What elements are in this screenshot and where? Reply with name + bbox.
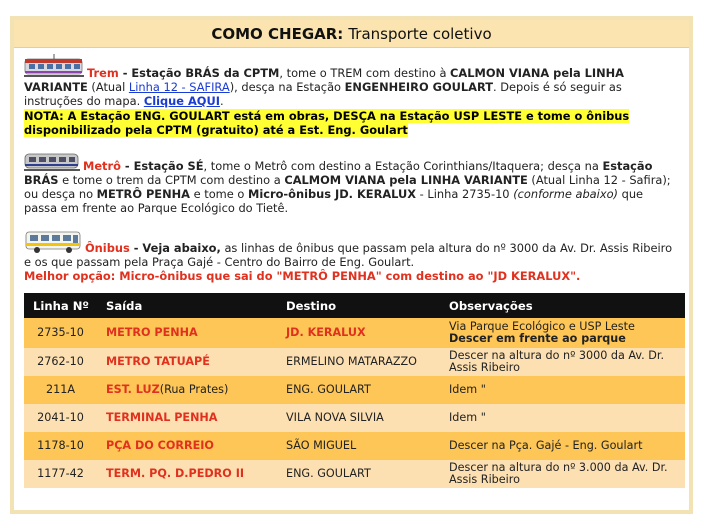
cell-saida (97, 432, 277, 460)
table-header-row (24, 293, 685, 318)
cell-destino: JD. KERALUX (277, 318, 440, 348)
train-text-4: (Atual (87, 80, 129, 94)
table-row (24, 404, 685, 432)
metro-text-6: (Atual Linha 12 - Safira); ou desça no (24, 173, 671, 201)
panel-title (14, 20, 689, 48)
train-text-2: , tome o TREM com destino à (279, 66, 451, 80)
cell-obs: Descer na altura do nº 3.000 da Av. Dr. Assis Ribeiro (440, 460, 685, 488)
cell-saida-text: PÇA DO CORREIO (106, 439, 214, 452)
cell-linha: 2041-10 (24, 404, 97, 432)
cell-destino: VILA NOVA SILVIA (277, 404, 440, 432)
table-row (24, 318, 685, 348)
train-text-5: ), desça na Estação (229, 80, 345, 94)
train-text-3: CALMON VIANA pela LINHA VARIANTE (24, 66, 624, 94)
cell-linha: 2762-10 (24, 348, 97, 376)
best-option-label: Melhor opção: (24, 269, 120, 283)
cell-obs-line-1: Via Parque Ecológico e USP Leste (449, 320, 635, 333)
col-saida: Saída (106, 298, 143, 313)
bus-text-2: as linhas de ônibus que passam pela altura do nº 3000 da Av. Dr. Assis Ribeiro e os que passam pela Praça Gajé - Centro do Bairro de Eng. Goulart. (24, 241, 673, 269)
panel-title-main: COMO CHEGAR: (211, 24, 344, 43)
metro-text-9: Micro-ônibus JD. KERALUX (247, 187, 417, 201)
bus-lines-table (24, 293, 685, 488)
table-row (24, 348, 685, 376)
cell-destino: ENG. GOULART (277, 376, 440, 404)
metro-icon (24, 151, 80, 173)
bus-icon (24, 229, 82, 255)
cell-saida-text: METRO PENHA (106, 326, 198, 339)
train-text-6: ENGENHEIRO GOULART (344, 80, 493, 94)
cell-saida (97, 318, 277, 348)
train-icon (24, 54, 84, 80)
cell-saida-text: TERM. PQ. D.PEDRO II (106, 467, 245, 480)
cell-obs: Descer na Pça. Gajé - Eng. Goulart (440, 432, 685, 460)
cell-linha: 1178-10 (24, 432, 97, 460)
metro-text-7: METRÔ PENHA (96, 187, 190, 201)
map-link[interactable]: Clique AQUI (143, 94, 220, 108)
train-section (24, 54, 679, 137)
table-row (24, 460, 685, 488)
cell-saida (97, 348, 277, 376)
metro-section (24, 151, 679, 215)
cell-destino: ENG. GOULART (277, 460, 440, 488)
linha-12-link[interactable]: Linha 12 - SAFIRA (128, 80, 230, 94)
metro-text-1: - Estação SÉ (120, 159, 204, 173)
metro-text-3: Estação BRÁS (24, 159, 653, 187)
cell-destino: ERMELINO MATARAZZO (277, 348, 440, 376)
cell-saida-extra: (Rua Prates) (159, 383, 229, 396)
cell-obs: Descer na altura do nº 3000 da Av. Dr. Assis Ribeiro (440, 348, 685, 376)
cell-obs-line-2: Descer em frente ao parque (449, 332, 626, 345)
best-option-text: Micro-ônibus que sai do "METRÔ PENHA" com destino ao "JD KERALUX". (119, 269, 581, 283)
bus-mode-label: Ônibus (85, 241, 130, 255)
cell-obs: Idem " (440, 404, 685, 432)
panel-title-sub: Transporte coletivo (348, 24, 492, 43)
cell-saida (97, 404, 277, 432)
cell-obs: Idem " (440, 376, 685, 404)
cell-saida (97, 460, 277, 488)
train-text-8: . (219, 94, 224, 108)
cell-saida-text: METRO TATUAPÉ (106, 355, 210, 368)
train-mode-label: Trem (87, 66, 119, 80)
table-row (24, 432, 685, 460)
cell-saida-text: TERMINAL PENHA (106, 411, 218, 424)
col-observacoes: Observações (449, 298, 533, 313)
transport-panel (10, 16, 693, 514)
cell-saida-text: EST. LUZ (106, 383, 160, 396)
bus-section (24, 229, 679, 283)
bus-text-1: - Veja abaixo, (129, 241, 221, 255)
cell-saida (97, 376, 277, 404)
cell-destino: SÃO MIGUEL (277, 432, 440, 460)
cell-obs (440, 318, 685, 348)
metro-mode-label: Metrô (83, 159, 121, 173)
metro-text-5: CALMOM VIANA pela LINHA VARIANTE (284, 173, 528, 187)
cell-linha: 2735-10 (24, 318, 97, 348)
metro-text-4: e tome o trem da CPTM com destino a (58, 173, 285, 187)
metro-text-2: , tome o Metrô com destino a Estação Corinthians/Itaquera; desça na (203, 159, 603, 173)
col-linha: Linha Nº (33, 298, 89, 313)
cell-linha: 1177-42 (24, 460, 97, 488)
metro-text-11: (conforme abaixo) (513, 187, 618, 201)
metro-text-8: e tome o (189, 187, 248, 201)
col-destino: Destino (286, 298, 337, 313)
cell-linha: 211A (24, 376, 97, 404)
train-note: NOTA: A Estação ENG. GOULART está em obras, DESÇA na Estação USP LESTE e tome o ônibus disponibilizado pela CPTM (gratuito) até a Est. Eng. Goulart (24, 109, 630, 137)
table-row (24, 376, 685, 404)
train-text-7: . Depois é só seguir as instruções do mapa. (24, 80, 622, 108)
metro-text-10: - Linha 2735-10 (416, 187, 514, 201)
metro-text-12: que passa em frente ao Parque Ecológico do Tietê. (24, 187, 644, 215)
train-text-1: - Estação BRÁS da CPTM (118, 66, 280, 80)
